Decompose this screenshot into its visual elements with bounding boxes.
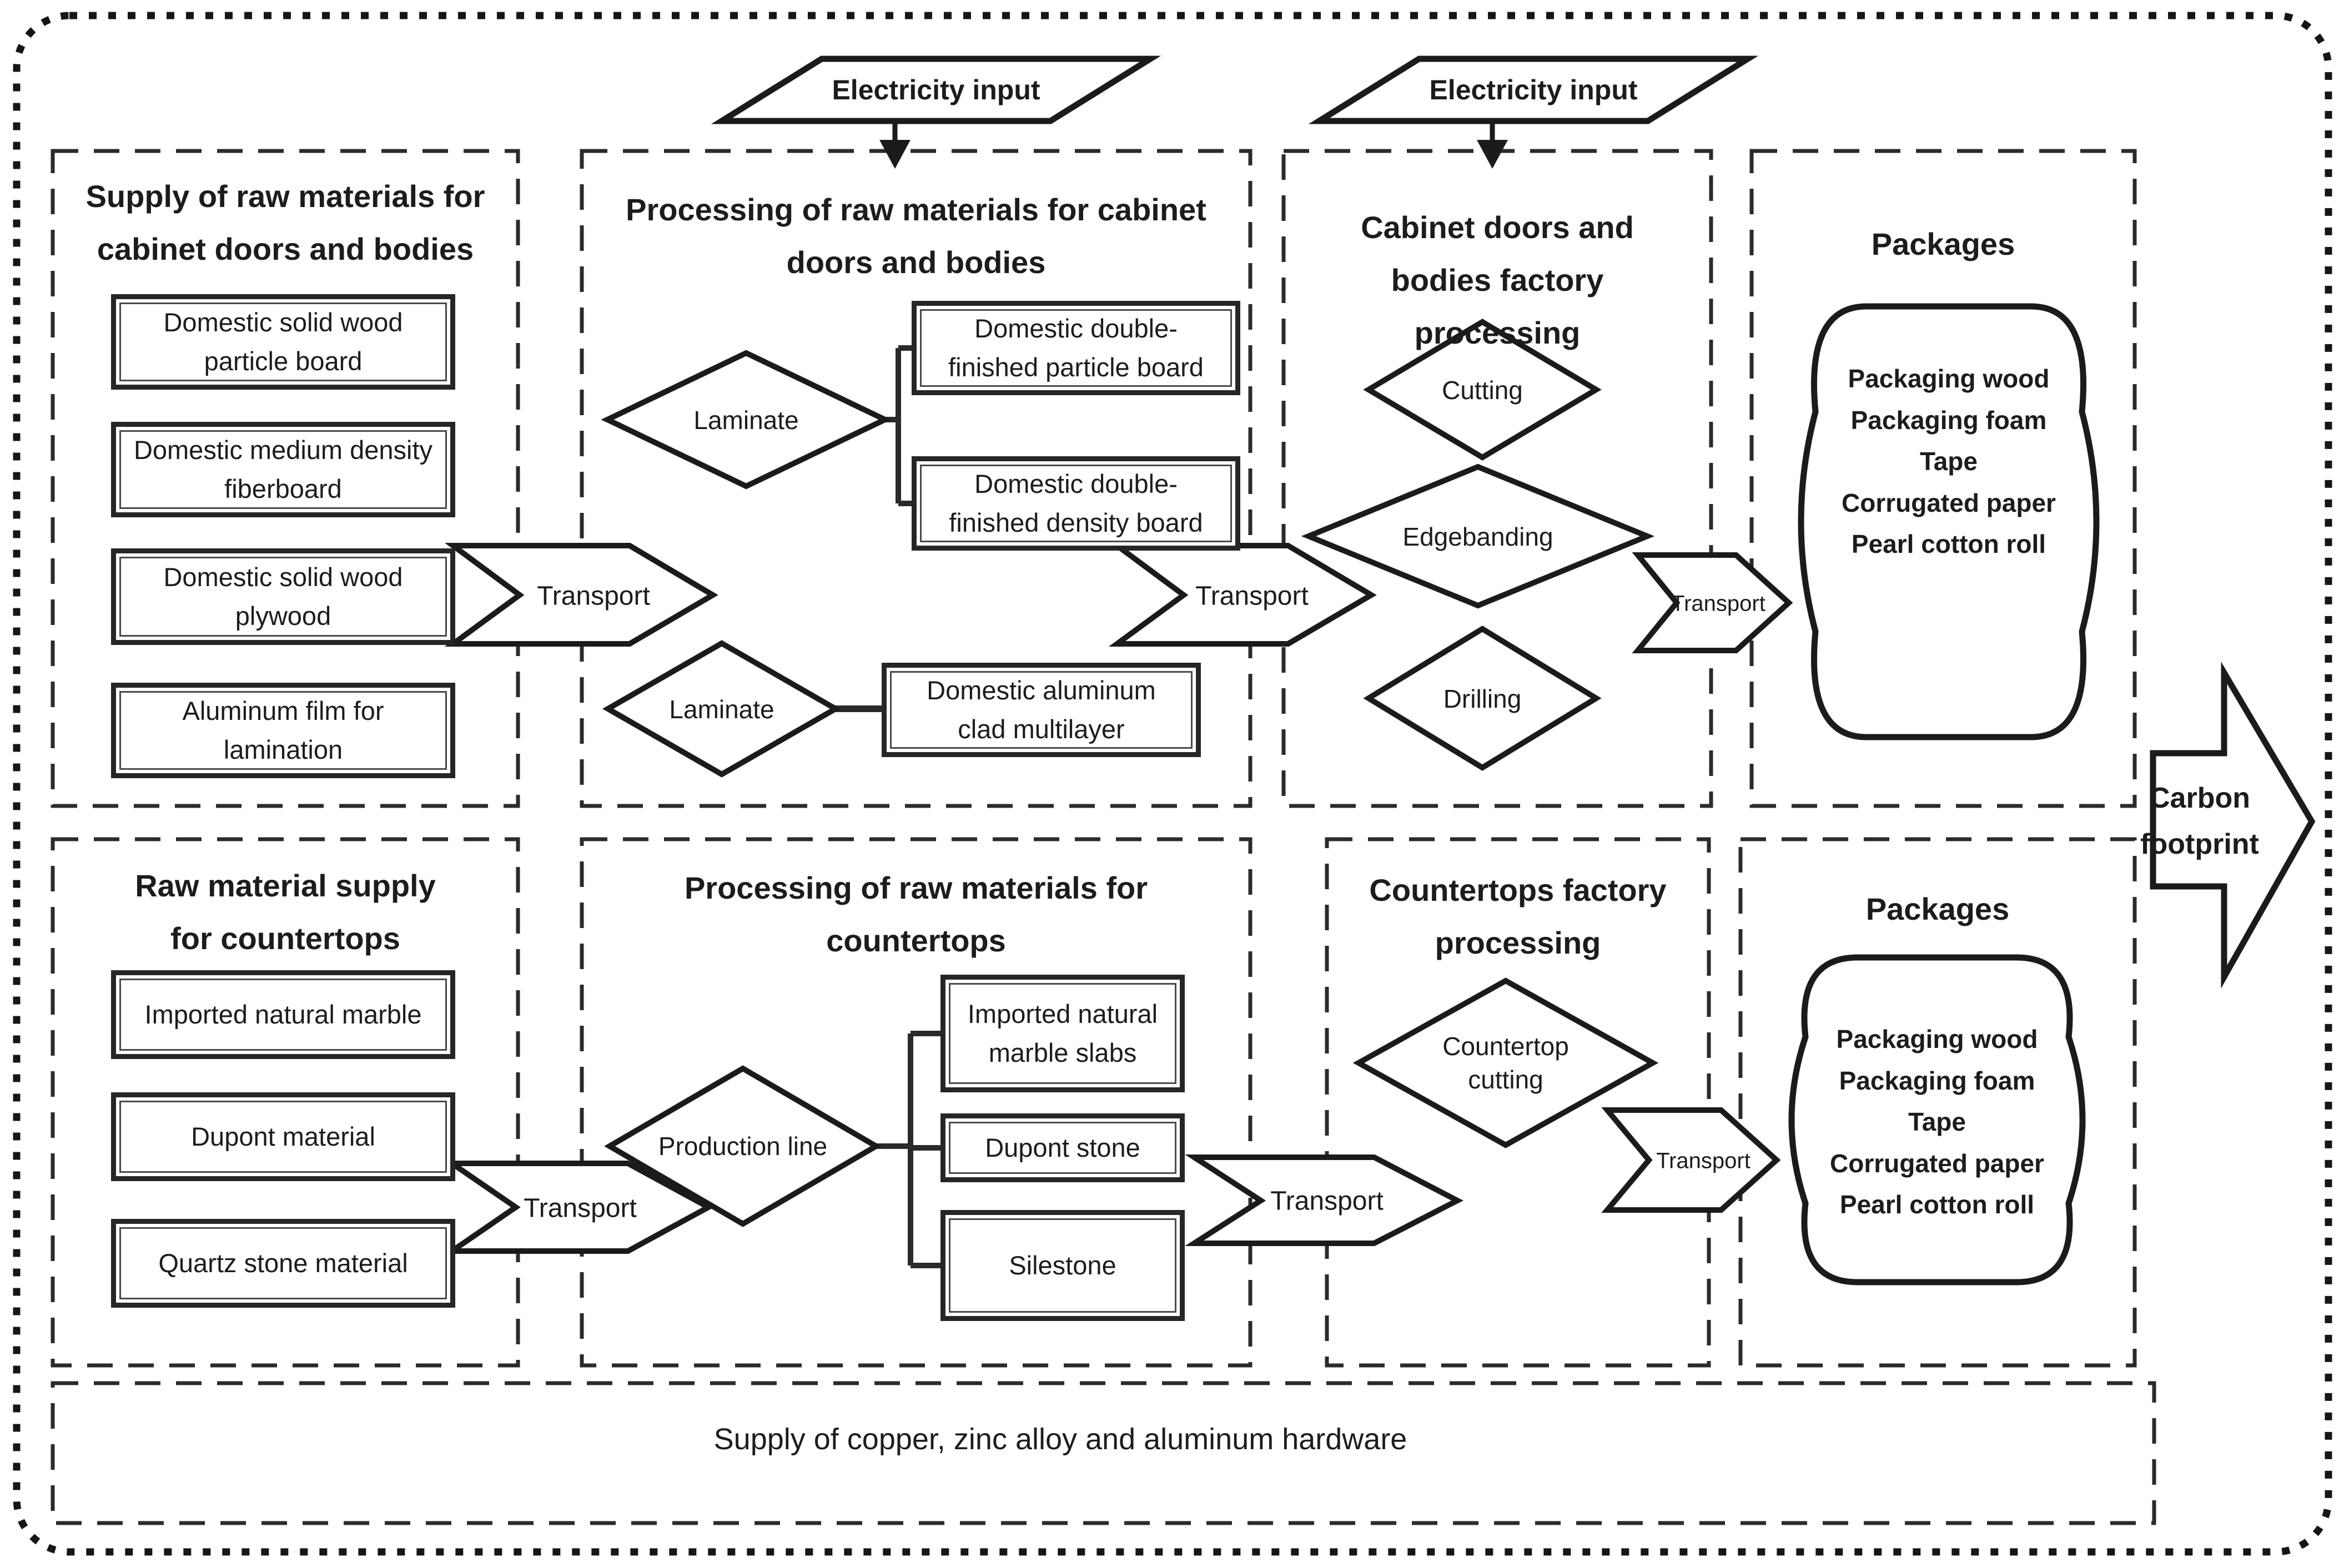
raw-material-item [111,422,455,517]
processed-material-item-label: Domestic double-finished density board [949,468,1203,537]
raw-material-item-label: Imported natural marble [144,999,422,1029]
edgebanding-step-label: Edgebanding [1402,522,1553,552]
transport-label: Transport [537,581,650,611]
processing-countertop-title: Processing of raw materials for countertops [684,870,1148,959]
transport-label: Transport [1671,591,1765,616]
transport-label: Transport [1195,581,1309,611]
carbon-footprint-label: Carbon footprint [2140,782,2259,860]
laminate-top-label: Laminate [693,406,799,435]
laminate-bottom-label: Laminate [669,695,774,724]
transport-label: Transport [524,1193,637,1223]
package-item-label: Corrugated paper [1842,488,2056,517]
package-item-label: Packaging foam [1839,1066,2035,1095]
hardware-strip-label: Supply of copper, zinc alloy and aluminum hardware [713,1423,1407,1456]
processed-material-item-label: Dupont stone [985,1132,1140,1162]
package-item-label: Pearl cotton roll [1839,1190,2035,1219]
raw-material-item [111,548,455,645]
package-item-label: Packaging foam [1850,405,2047,435]
raw-material-item-label: Domestic solid wood plywood [163,562,403,631]
package-item-label: Packaging wood [1848,364,2050,393]
packages-list-bottom [1804,1019,2070,1226]
packages-countertop-title: Packages [1865,891,2010,926]
processed-material-item [912,301,1240,395]
packages-cabinet-title: Packages [1871,226,2015,261]
production-line-bracket [876,1033,944,1266]
package-item-label: Tape [1908,1107,1966,1137]
processed-material-item [940,1113,1185,1182]
package-item-label: Corrugated paper [1830,1148,2044,1178]
supply-countertop-title: Raw material supply for countertops [135,868,436,956]
processed-material-item-label: Domestic aluminum clad multilayer [927,675,1156,744]
electricity-input-left-label: Electricity input [832,74,1040,105]
supply-cabinet-title: Supply of raw materials for cabinet doors and bodies [85,179,485,267]
raw-material-item-label: Quartz stone material [158,1248,408,1278]
processed-material-item-label: Imported natural marble slabs [967,999,1158,1067]
package-item-label: Packaging wood [1836,1025,2038,1053]
raw-material-item [111,1092,455,1181]
processed-material-item-label: Silestone [1009,1250,1116,1280]
factory-cabinet-title: Cabinet doors and bodies factory processing [1361,210,1634,351]
processed-material-item [912,456,1240,551]
package-item-label: Pearl cotton roll [1851,530,2046,559]
electricity-arrowhead-left-icon [879,140,911,169]
transport-label: Transport [1270,1186,1384,1216]
raw-material-item [111,1219,455,1308]
packages-list-top [1815,358,2082,565]
laminate-top-bracket [885,348,915,503]
electricity-input-right-label: Electricity input [1429,74,1638,105]
electricity-arrowhead-right-icon [1477,140,1508,169]
raw-material-item-label: Aluminum film for lamination [182,695,384,764]
countertop-cutting-step-label: Countertop cutting [1442,1032,1569,1094]
production-line-label: Production line [658,1132,828,1161]
processed-material-item [882,663,1201,757]
raw-material-item [111,294,455,390]
processed-material-item [940,1210,1185,1321]
raw-material-item [111,970,455,1059]
raw-material-item [111,683,455,778]
raw-material-item-label: Domestic solid wood particle board [163,307,403,376]
cutting-step-label: Cutting [1442,376,1523,405]
processed-material-item-label: Domestic double-finished particle board [948,313,1204,382]
processed-material-item [940,975,1185,1092]
transport-label: Transport [1656,1148,1751,1173]
raw-material-item-label: Domestic medium density fiberboard [133,435,433,503]
package-item-label: Tape [1920,447,1978,476]
drilling-step-label: Drilling [1443,684,1522,714]
processing-cabinet-title: Processing of raw materials for cabinet doors and bodies [626,192,1206,280]
raw-material-item-label: Dupont material [191,1121,375,1151]
factory-countertop-title: Countertops factory processing [1369,873,1667,961]
